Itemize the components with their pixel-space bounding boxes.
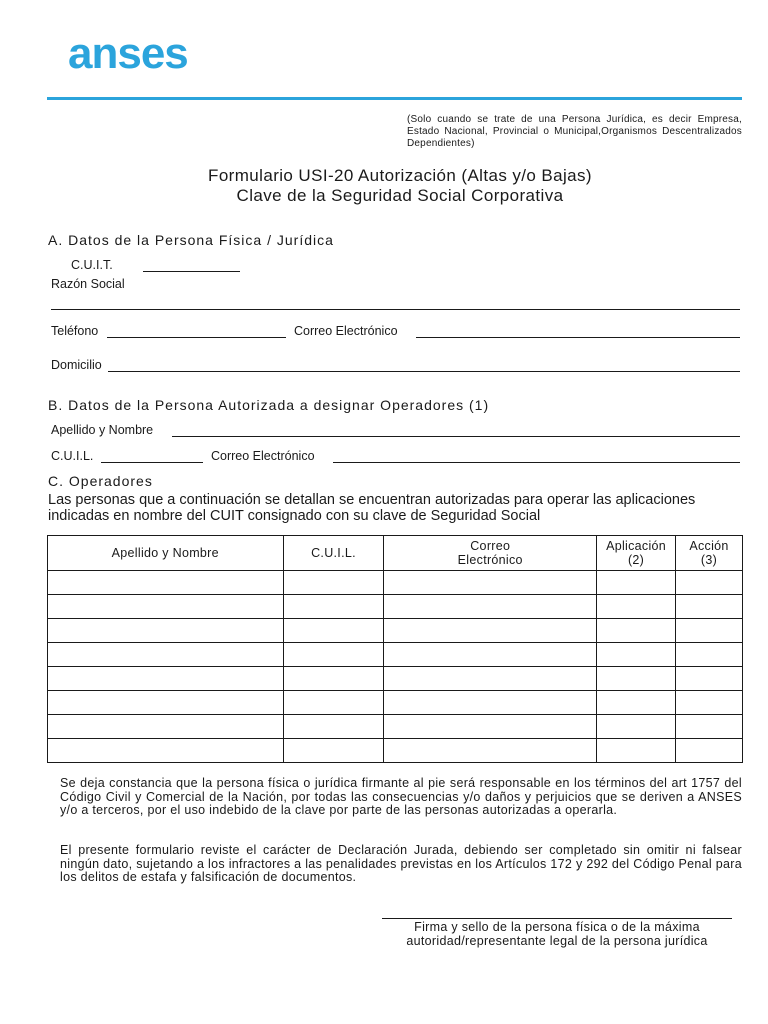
form-title-line2: Clave de la Seguridad Social Corporativa: [236, 186, 564, 205]
table-cell[interactable]: [597, 595, 676, 619]
legal-paragraph-1: Se deja constancia que la persona física o jurídica firmante al pie será responsable en los términos del art 1757 del Código Civil y Comercial de la Nación, por todas las consecuencias y/o daños y perjuicios que se deriven a ANSES y/o a terceros, por el uso indebido de la clave por parte de las personas autorizadas a operarla.: [60, 776, 742, 817]
table-cell[interactable]: [597, 571, 676, 595]
section-c-heading: C. Operadores: [48, 473, 153, 489]
apellido-nombre-label: Apellido y Nombre: [51, 423, 154, 437]
table-cell[interactable]: [384, 715, 597, 739]
operators-table-header: [48, 536, 743, 571]
header-divider: [47, 97, 742, 100]
table-cell[interactable]: [676, 595, 743, 619]
table-cell[interactable]: [676, 571, 743, 595]
table-cell[interactable]: [48, 619, 284, 643]
domicilio-label: Domicilio: [51, 358, 102, 372]
table-cell[interactable]: [597, 619, 676, 643]
signature-caption: [382, 920, 732, 948]
table-cell[interactable]: [48, 667, 284, 691]
table-cell[interactable]: [48, 571, 284, 595]
telefono-field[interactable]: [107, 337, 286, 338]
section-a-heading: A. Datos de la Persona Física / Jurídica: [48, 232, 334, 248]
table-cell[interactable]: [676, 715, 743, 739]
cuit-field[interactable]: [143, 271, 240, 272]
correo-b-label: Correo Electrónico: [211, 449, 315, 463]
table-cell[interactable]: [283, 715, 384, 739]
header-correo: Correo Electrónico: [384, 536, 597, 571]
table-cell[interactable]: [283, 691, 384, 715]
table-cell[interactable]: [597, 691, 676, 715]
cuil-field[interactable]: [101, 462, 203, 463]
table-row: [48, 667, 743, 691]
table-cell[interactable]: [384, 691, 597, 715]
signature-caption-line1: Firma y sello de la persona física o de la máxima: [414, 920, 700, 934]
table-cell[interactable]: [48, 643, 284, 667]
header-apellido-nombre: Apellido y Nombre: [48, 536, 284, 571]
header-accion: Acción (3): [676, 536, 743, 571]
table-cell[interactable]: [283, 739, 384, 763]
signature-line[interactable]: [382, 918, 732, 919]
section-b-heading: B. Datos de la Persona Autorizada a designar Operadores (1): [48, 397, 490, 413]
table-cell[interactable]: [283, 595, 384, 619]
cuit-label: C.U.I.T.: [71, 258, 113, 272]
table-row: [48, 595, 743, 619]
cuil-label: C.U.I.L.: [51, 449, 94, 463]
table-cell[interactable]: [676, 739, 743, 763]
anses-logo: anses: [68, 29, 188, 78]
header-cuil: C.U.I.L.: [283, 536, 384, 571]
table-cell[interactable]: [597, 643, 676, 667]
table-cell[interactable]: [48, 691, 284, 715]
table-row: [48, 739, 743, 763]
operators-table-body: [48, 571, 743, 763]
table-cell[interactable]: [283, 619, 384, 643]
table-row: [48, 715, 743, 739]
table-cell[interactable]: [676, 667, 743, 691]
operators-table: [47, 535, 743, 763]
table-cell[interactable]: [384, 571, 597, 595]
signature-caption-line2: autoridad/representante legal de la persona jurídica: [406, 934, 708, 948]
razon-social-field[interactable]: [51, 309, 740, 310]
operators-description: Las personas que a continuación se detallan se encuentran autorizadas para operar las aplicaciones indicadas en nombre del CUIT consignado con su clave de Seguridad Social: [48, 492, 696, 524]
table-cell[interactable]: [676, 619, 743, 643]
table-cell[interactable]: [676, 643, 743, 667]
apellido-nombre-field[interactable]: [172, 436, 740, 437]
header-note: (Solo cuando se trate de una Persona Jurídica, es decir Empresa, Estado Nacional, Provincial o Municipal,Organismos Descentralizados Dependientes): [407, 114, 742, 149]
table-cell[interactable]: [597, 667, 676, 691]
table-cell[interactable]: [597, 715, 676, 739]
legal-paragraph-2: El presente formulario reviste el carácter de Declaración Jurada, debiendo ser completado sin omitir ni falsear ningún dato, sujetando a los infractores a las penalidades previstas en los Artículos 172 y 292 del Código Penal para los delitos de estafa y falsificación de documentos.: [60, 843, 742, 884]
table-cell[interactable]: [48, 739, 284, 763]
header-aplicacion: Aplicación (2): [597, 536, 676, 571]
telefono-label: Teléfono: [51, 324, 99, 338]
table-cell[interactable]: [676, 691, 743, 715]
table-cell[interactable]: [48, 715, 284, 739]
table-row: [48, 571, 743, 595]
table-cell[interactable]: [384, 595, 597, 619]
table-cell[interactable]: [283, 643, 384, 667]
table-row: [48, 691, 743, 715]
table-cell[interactable]: [384, 667, 597, 691]
table-cell[interactable]: [384, 739, 597, 763]
correo-a-label: Correo Electrónico: [294, 324, 398, 338]
table-row: [48, 643, 743, 667]
domicilio-field[interactable]: [108, 371, 740, 372]
correo-a-field[interactable]: [416, 337, 740, 338]
table-cell[interactable]: [48, 595, 284, 619]
table-cell[interactable]: [283, 667, 384, 691]
razon-social-label: Razón Social: [51, 277, 125, 291]
table-row: [48, 619, 743, 643]
form-title: [47, 166, 753, 206]
form-title-line1: Formulario USI-20 Autorización (Altas y/o Bajas): [208, 166, 592, 185]
table-cell[interactable]: [283, 571, 384, 595]
table-cell[interactable]: [384, 643, 597, 667]
table-cell[interactable]: [597, 739, 676, 763]
correo-b-field[interactable]: [333, 462, 740, 463]
table-cell[interactable]: [384, 619, 597, 643]
